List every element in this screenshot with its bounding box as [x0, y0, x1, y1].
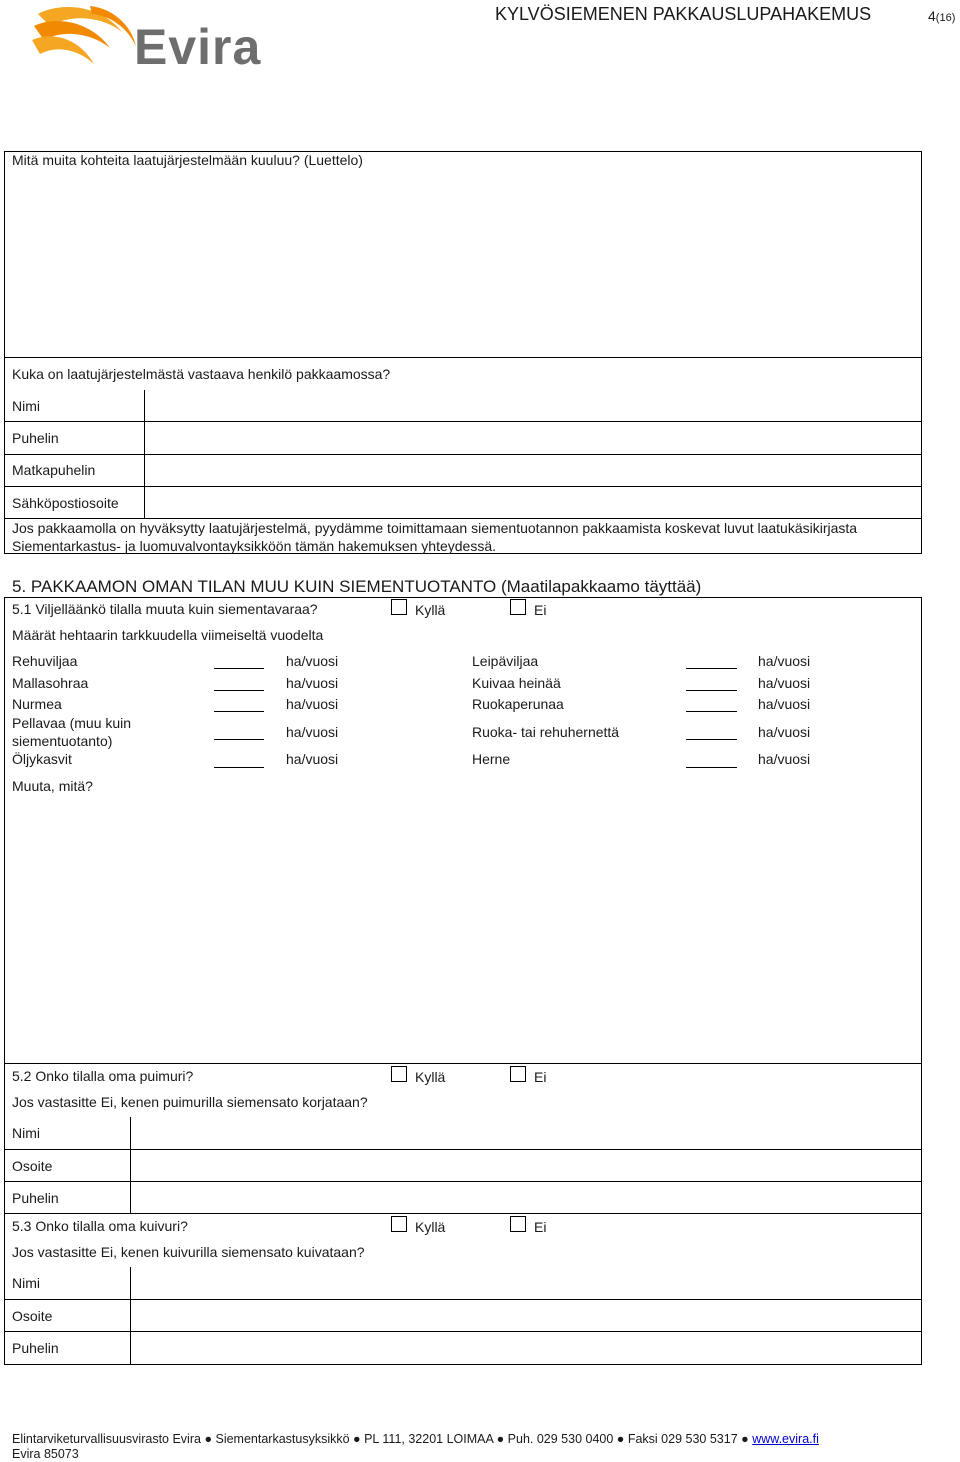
unit-label: ha/vuosi: [286, 696, 339, 712]
unit-label: ha/vuosi: [758, 751, 811, 767]
unit-label: ha/vuosi: [758, 675, 811, 691]
crop-label: Ruoka- tai rehuhernettä: [472, 724, 620, 740]
q52-no-label: Ei: [534, 1069, 547, 1085]
footer-website-link[interactable]: www.evira.fi: [752, 1432, 819, 1446]
name-label: Nimi: [12, 398, 40, 414]
amount-field[interactable]: [686, 711, 737, 712]
q53-name-field[interactable]: [132, 1267, 920, 1298]
crop-label: Nurmea: [12, 696, 62, 712]
quality-note-line-2: Siementarkastus- ja luomuvalvontayksikköön tämän hakemuksen yhteydessä.: [12, 538, 497, 554]
unit-label: ha/vuosi: [758, 724, 811, 740]
amount-field[interactable]: [214, 739, 264, 740]
crop-label: Pellavaa (muu kuin: [12, 715, 132, 731]
footer-unit: Siementarkastusyksikkö: [215, 1432, 350, 1446]
unit-label: ha/vuosi: [286, 653, 339, 669]
unit-label: ha/vuosi: [286, 751, 339, 767]
logo-wordmark: Evira: [134, 19, 262, 75]
amount-field[interactable]: [214, 767, 264, 768]
amount-field[interactable]: [686, 739, 737, 740]
question-5-2: 5.2 Onko tilalla oma puimuri?: [12, 1068, 194, 1084]
crop-label: Rehuviljaa: [12, 653, 78, 669]
crop-label: Kuivaa heinää: [472, 675, 561, 691]
crop-label: Mallasohraa: [12, 675, 89, 691]
other-crops-answer-area[interactable]: [5, 798, 921, 1062]
q53-address-label: Osoite: [12, 1308, 53, 1324]
q51-no-checkbox[interactable]: [510, 599, 526, 615]
footer-contact: [12, 1431, 819, 1447]
unit-label: ha/vuosi: [758, 696, 811, 712]
mobile-field[interactable]: [146, 456, 920, 485]
responsible-person-question: Kuka on laatujärjestelmästä vastaava henkilö pakkaamossa?: [12, 366, 391, 382]
q53-yes-checkbox[interactable]: [391, 1216, 407, 1232]
amount-field[interactable]: [686, 668, 737, 669]
crop-label: Ruokaperunaa: [472, 696, 564, 712]
quality-note-line-1: Jos pakkaamolla on hyväksytty laatujärjestelmä, pyydämme toimittamaan siementuotannon pakkaamista koskevat luvut laatukäsikirjasta: [12, 520, 858, 536]
section-5-heading: 5. PAKKAAMON OMAN TILAN MUU KUIN SIEMENTUOTANTO (Maatilapakkaamo täyttää): [12, 577, 702, 596]
amounts-intro: Määrät hehtaarin tarkkuudella viimeiseltä vuodelta: [12, 627, 324, 643]
amount-field[interactable]: [214, 668, 264, 669]
other-items-question: Mitä muita kohteita laatujärjestelmään kuuluu? (Luettelo): [12, 152, 363, 168]
amount-field[interactable]: [686, 767, 737, 768]
q53-no-checkbox[interactable]: [510, 1216, 526, 1232]
q53-yes-label: Kyllä: [415, 1219, 446, 1235]
footer-phone: Puh. 029 530 0400: [507, 1432, 614, 1446]
footer-org: Elintarviketurvallisuusvirasto Evira: [12, 1432, 201, 1446]
q53-no-label: Ei: [534, 1219, 547, 1235]
phone-label: Puhelin: [12, 430, 59, 446]
q53-name-label: Nimi: [12, 1275, 40, 1291]
document-title: KYLVÖSIEMENEN PAKKAUSLUPAHAKEMUS: [495, 4, 872, 24]
q52-name-field[interactable]: [132, 1117, 920, 1148]
amount-field[interactable]: [214, 690, 264, 691]
q52-name-label: Nimi: [12, 1125, 40, 1141]
unit-label: ha/vuosi: [286, 675, 339, 691]
bullet-icon: ●: [741, 1432, 749, 1446]
other-crops-label: Muuta, mitä?: [12, 778, 93, 794]
q53-followup: Jos vastasitte Ei, kenen kuivurilla siemensato kuivataan?: [12, 1244, 365, 1260]
question-5-3: 5.3 Onko tilalla oma kuivuri?: [12, 1218, 188, 1234]
name-field[interactable]: [146, 390, 920, 420]
bullet-icon: ●: [496, 1432, 505, 1446]
other-items-answer-area[interactable]: [5, 172, 921, 356]
q53-phone-field[interactable]: [132, 1333, 920, 1363]
footer-address: PL 111, 32201 LOIMAA: [364, 1432, 494, 1446]
q52-yes-label: Kyllä: [415, 1069, 446, 1085]
bullet-icon: ●: [353, 1432, 361, 1446]
crop-label-continued: siementuotanto): [12, 733, 113, 749]
q52-address-field[interactable]: [132, 1151, 920, 1180]
question-5-1: 5.1 Viljelläänkö tilalla muuta kuin siementavaraa?: [12, 601, 318, 617]
q52-no-checkbox[interactable]: [510, 1066, 526, 1082]
footer-fax: Faksi 029 530 5317: [627, 1432, 738, 1446]
page-number: 4(16): [928, 8, 956, 24]
amount-field[interactable]: [686, 690, 737, 691]
q53-address-field[interactable]: [132, 1301, 920, 1330]
unit-label: ha/vuosi: [286, 724, 339, 740]
unit-label: ha/vuosi: [758, 653, 811, 669]
crop-label: Herne: [472, 751, 511, 767]
q52-yes-checkbox[interactable]: [391, 1066, 407, 1082]
email-label: Sähköpostiosoite: [12, 495, 119, 511]
logo-emblem-icon: [30, 2, 140, 72]
phone-field[interactable]: [146, 423, 920, 453]
form-code: Evira 85073: [12, 1447, 79, 1461]
mobile-label: Matkapuhelin: [12, 462, 96, 478]
q53-phone-label: Puhelin: [12, 1340, 59, 1356]
q51-yes-label: Kyllä: [415, 602, 446, 618]
bullet-icon: ●: [204, 1432, 212, 1446]
q52-followup: Jos vastasitte Ei, kenen puimurilla siemensato korjataan?: [12, 1094, 368, 1110]
q52-phone-label: Puhelin: [12, 1190, 59, 1206]
q52-address-label: Osoite: [12, 1158, 53, 1174]
amount-field[interactable]: [214, 711, 264, 712]
q51-no-label: Ei: [534, 602, 547, 618]
email-field[interactable]: [146, 488, 920, 517]
bullet-icon: ●: [616, 1432, 625, 1446]
crop-label: Leipäviljaa: [472, 653, 539, 669]
q51-yes-checkbox[interactable]: [391, 599, 407, 615]
crop-label: Öljykasvit: [12, 751, 72, 767]
q52-phone-field[interactable]: [132, 1183, 920, 1212]
